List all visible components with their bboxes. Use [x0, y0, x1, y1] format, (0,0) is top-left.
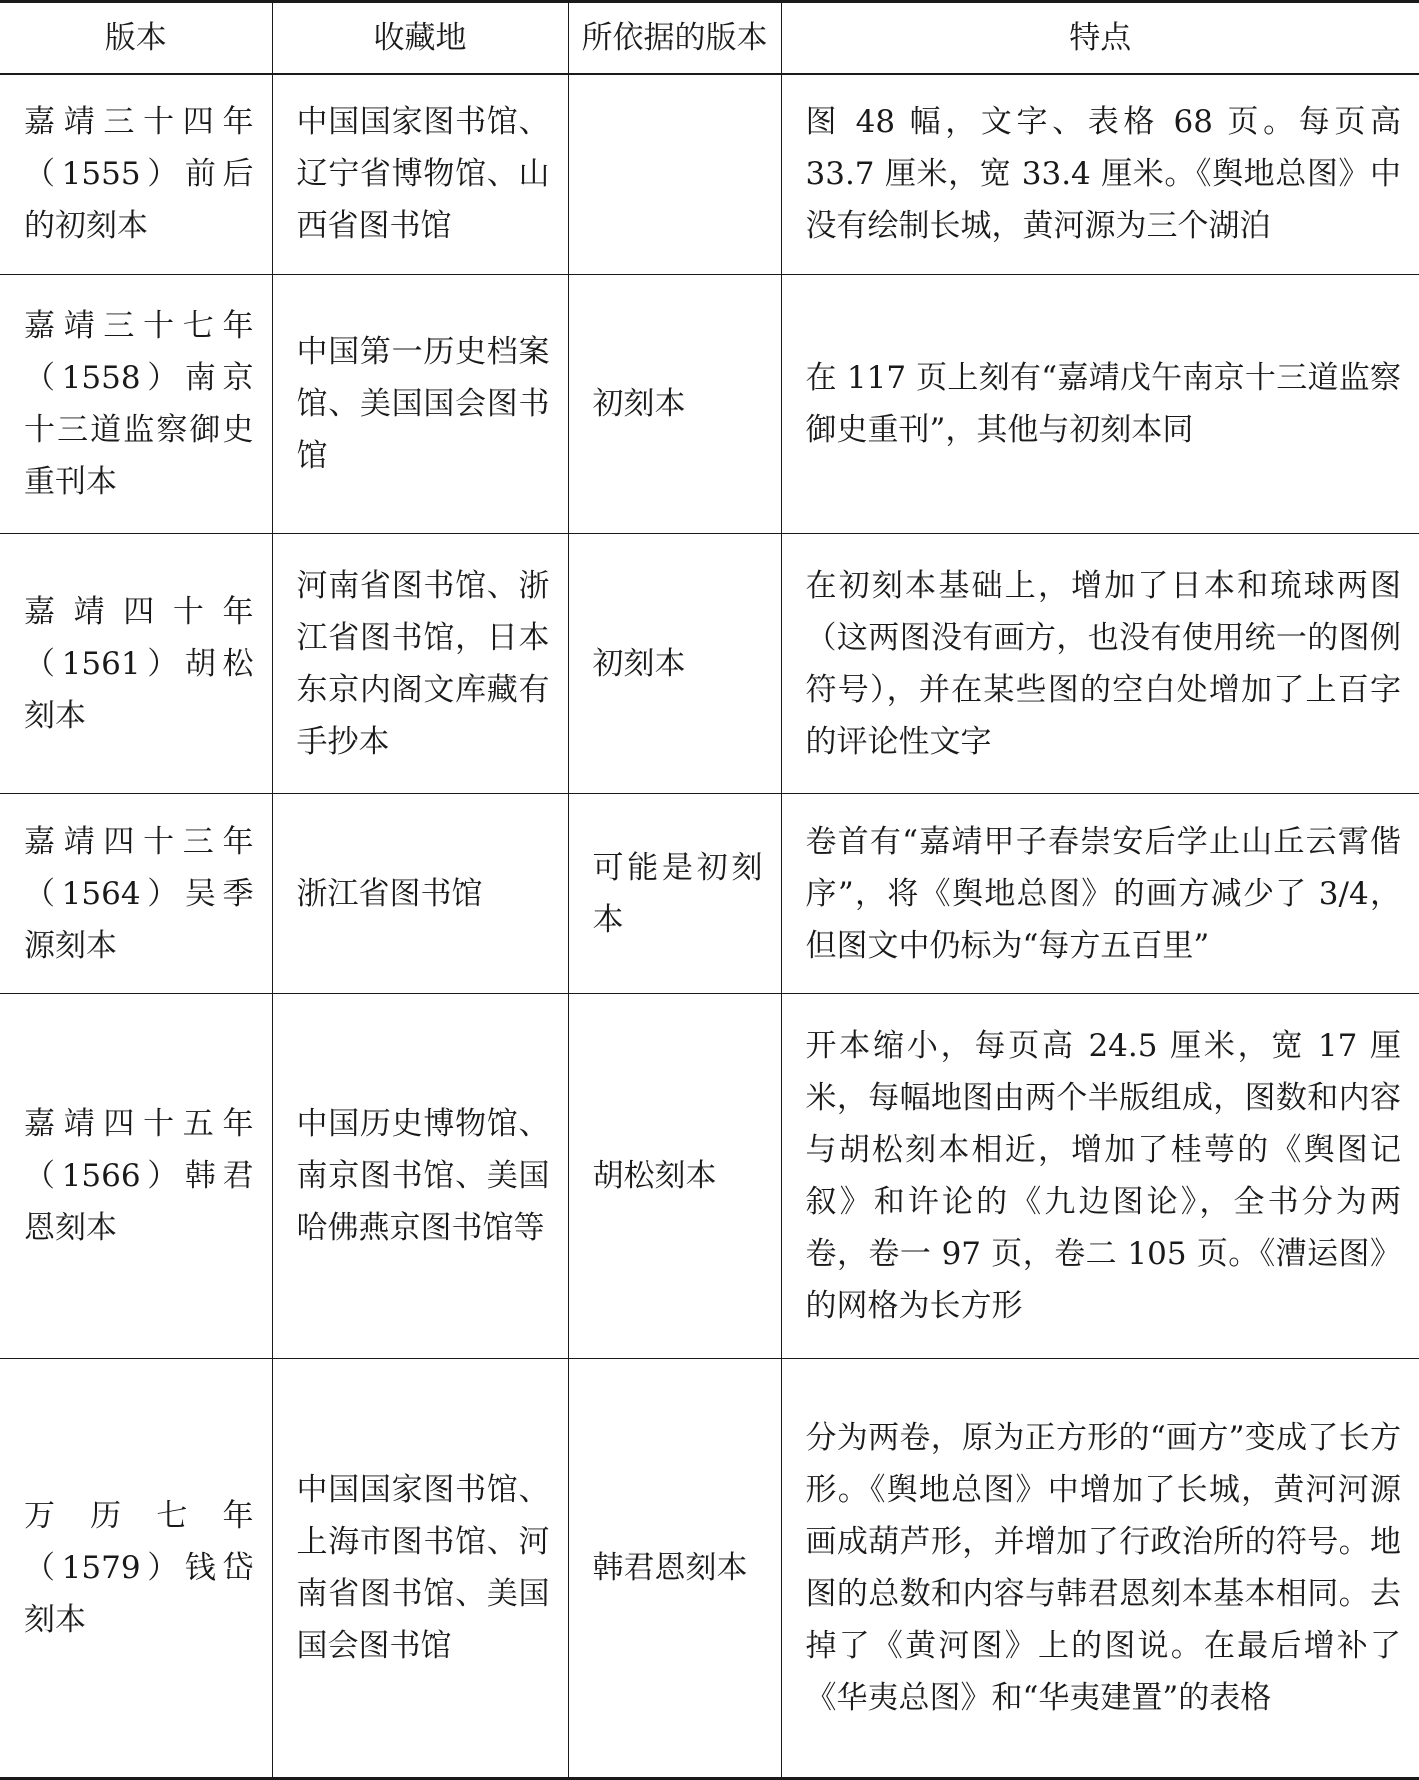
cell-features: 分为两卷，原为正方形的“画方”变成了长方形。《舆地总图》中增加了长城，黄河河源画成葫芦形，并增加了行政治所的符号。地图的总数和内容与韩君恩刻本基本相同。去掉了《黄河图》上的图说。在最后增补了《华夷总图》和“华夷建置”的表格 [781, 1359, 1419, 1779]
cell-edition: 嘉靖三十七年（1558）南京十三道监察御史重刊本 [0, 275, 272, 534]
table-row [0, 534, 1419, 794]
cell-location: 中国国家图书馆、辽宁省博物馆、山西省图书馆 [272, 74, 568, 275]
cell-features: 图 48 幅，文字、表格 68 页。每页高 33.7 厘米，宽 33.4 厘米。《舆地总图》中没有绘制长城，黄河源为三个湖泊 [781, 74, 1419, 275]
cell-source: 韩君恩刻本 [568, 1359, 781, 1779]
cell-edition: 嘉靖三十四年（1555）前后的初刻本 [0, 74, 272, 275]
cell-edition: 嘉靖四十三年（1564）吴季源刻本 [0, 794, 272, 994]
header-row [0, 2, 1419, 74]
table-row [0, 1359, 1419, 1779]
table-row [0, 74, 1419, 275]
cell-location: 中国历史博物馆、南京图书馆、美国哈佛燕京图书馆等 [272, 994, 568, 1359]
cell-edition: 万历七年（1579）钱岱刻本 [0, 1359, 272, 1779]
cell-source: 胡松刻本 [568, 994, 781, 1359]
cell-source: 初刻本 [568, 534, 781, 794]
cell-location: 河南省图书馆、浙江省图书馆，日本东京内阁文库藏有手抄本 [272, 534, 568, 794]
cell-source: 初刻本 [568, 275, 781, 534]
table-row [0, 994, 1419, 1359]
table-body [0, 74, 1419, 1779]
table-row [0, 275, 1419, 534]
header-source: 所依据的版本 [568, 2, 781, 74]
cell-features: 在 117 页上刻有“嘉靖戊午南京十三道监察御史重刊”，其他与初刻本同 [781, 275, 1419, 534]
cell-source [568, 74, 781, 275]
table-row [0, 794, 1419, 994]
cell-location: 中国第一历史档案馆、美国国会图书馆 [272, 275, 568, 534]
cell-features: 开本缩小，每页高 24.5 厘米，宽 17 厘米，每幅地图由两个半版组成，图数和内容与胡松刻本相近，增加了桂萼的《舆图记叙》和许论的《九边图论》，全书分为两卷，卷一 97 页，卷二 105 页。《漕运图》的网格为长方形 [781, 994, 1419, 1359]
cell-location: 中国国家图书馆、上海市图书馆、河南省图书馆、美国国会图书馆 [272, 1359, 568, 1779]
cell-edition: 嘉靖四十年（1561）胡松刻本 [0, 534, 272, 794]
cell-features: 在初刻本基础上，增加了日本和琉球两图（这两图没有画方，也没有使用统一的图例符号），并在某些图的空白处增加了上百字的评论性文字 [781, 534, 1419, 794]
cell-features: 卷首有“嘉靖甲子春崇安后学止山丘云霄偕序”，将《舆地总图》的画方减少了 3/4，但图文中仍标为“每方五百里” [781, 794, 1419, 994]
cell-source: 可能是初刻本 [568, 794, 781, 994]
table-header [0, 2, 1419, 74]
header-features: 特点 [781, 2, 1419, 74]
cell-edition: 嘉靖四十五年（1566）韩君恩刻本 [0, 994, 272, 1359]
header-location: 收藏地 [272, 2, 568, 74]
header-edition: 版本 [0, 2, 272, 74]
cell-location: 浙江省图书馆 [272, 794, 568, 994]
